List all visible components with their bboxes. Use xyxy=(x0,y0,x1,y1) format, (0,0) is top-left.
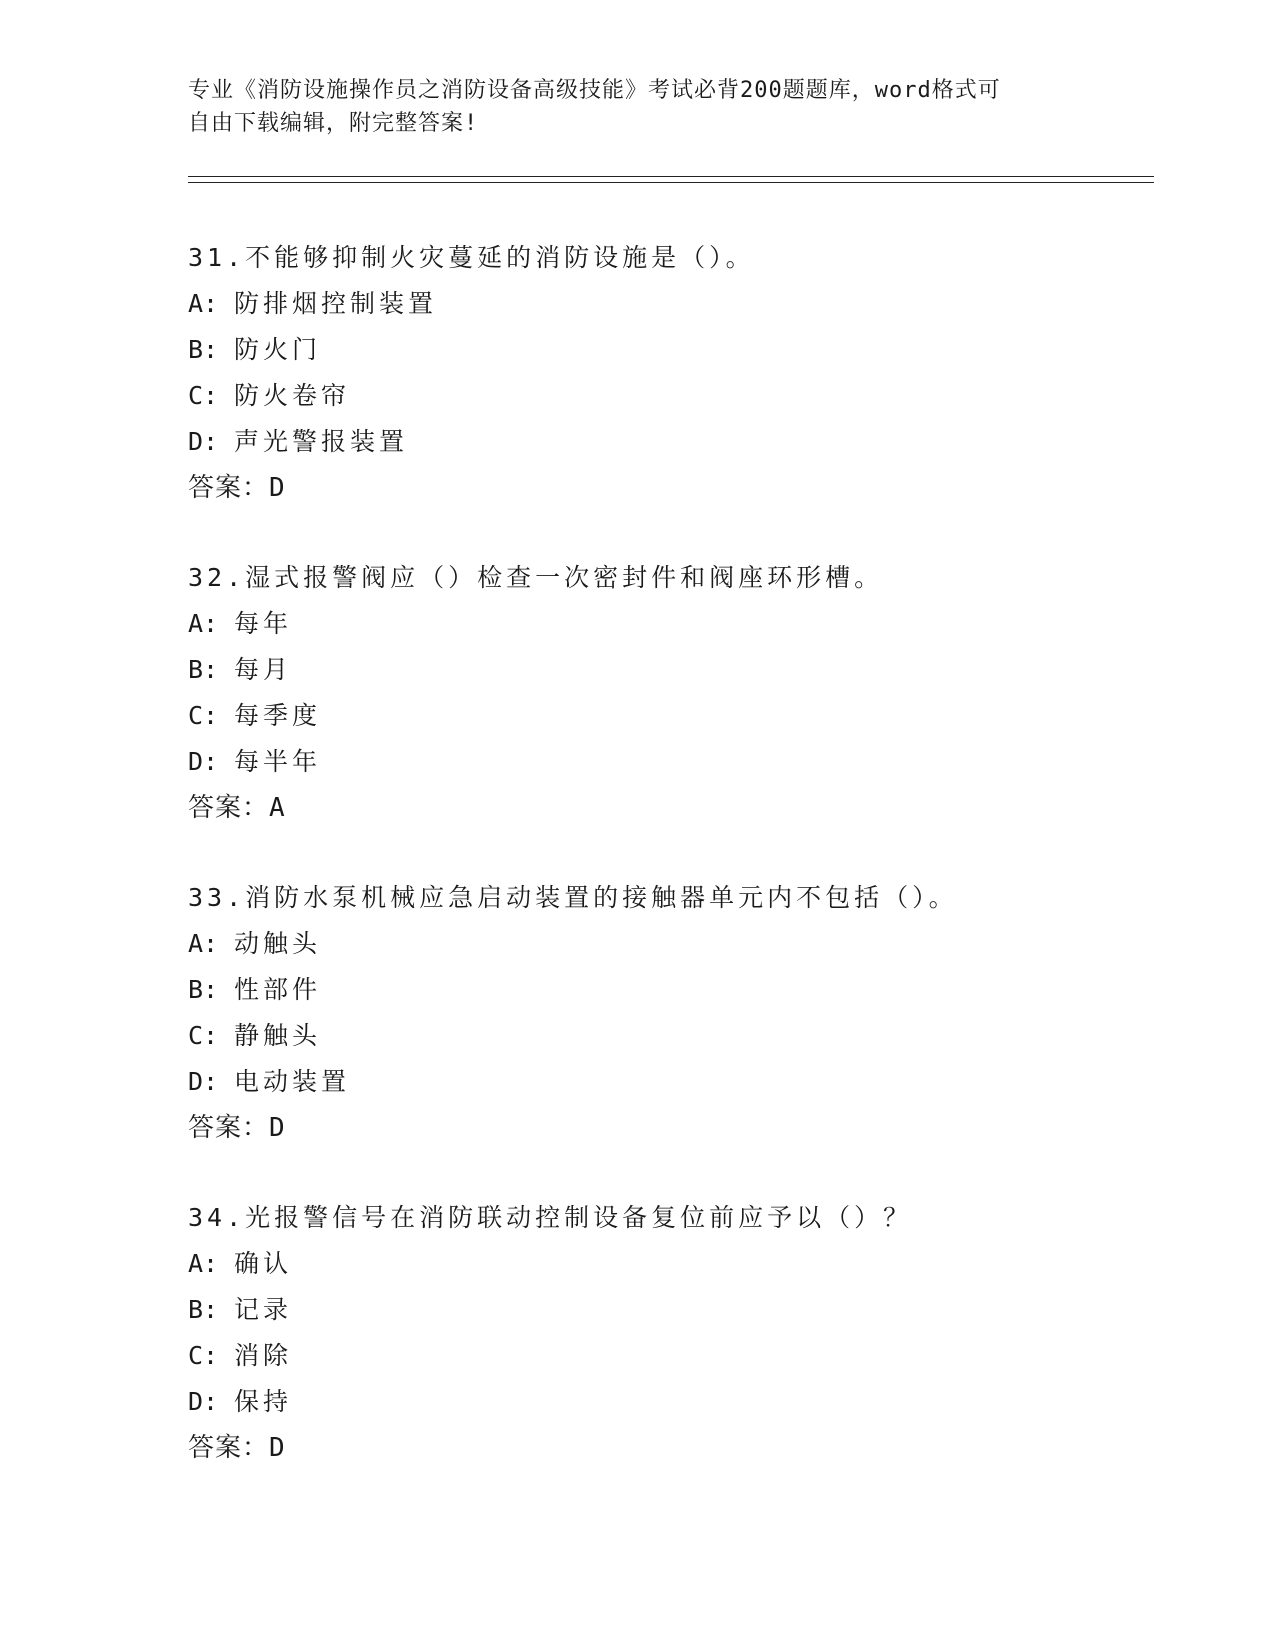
question-32 xyxy=(188,555,1148,831)
header-line-1: 专业《消防设施操作员之消防设备高级技能》考试必背200题题库，word格式可 xyxy=(188,78,1001,103)
option-text: 动触头 xyxy=(234,929,322,958)
option-letter: D: xyxy=(188,747,219,776)
option-c xyxy=(188,1013,1148,1059)
option-letter: B: xyxy=(188,335,219,364)
question-stem: 33.消防水泵机械应急启动装置的接触器单元内不包括（）。 xyxy=(188,883,958,912)
header-line-2: 自由下载编辑，附完整答案! xyxy=(188,111,479,136)
option-text: 电动装置 xyxy=(234,1067,351,1096)
option-letter: A: xyxy=(188,1249,219,1278)
answer-label: 答案：D xyxy=(188,1433,286,1463)
header-divider-top xyxy=(188,176,1154,177)
answer-label: 答案：A xyxy=(188,793,286,823)
option-text: 防火卷帘 xyxy=(234,381,351,410)
option-letter: C: xyxy=(188,1341,219,1370)
option-a xyxy=(188,1241,1148,1287)
option-letter: A: xyxy=(188,289,219,318)
option-letter: C: xyxy=(188,701,219,730)
option-text: 每半年 xyxy=(234,747,322,776)
option-a xyxy=(188,281,1148,327)
question-34 xyxy=(188,1195,1148,1471)
answer-label: 答案：D xyxy=(188,1113,286,1143)
option-c xyxy=(188,1333,1148,1379)
option-text: 消除 xyxy=(234,1341,293,1370)
option-b xyxy=(188,1287,1148,1333)
option-text: 防排烟控制装置 xyxy=(234,289,438,318)
answer-label: 答案：D xyxy=(188,473,286,503)
option-letter: A: xyxy=(188,929,219,958)
option-b xyxy=(188,647,1148,693)
option-c xyxy=(188,373,1148,419)
option-letter: B: xyxy=(188,975,219,1004)
option-text: 保持 xyxy=(234,1387,293,1416)
option-c xyxy=(188,693,1148,739)
option-a xyxy=(188,921,1148,967)
option-text: 声光警报装置 xyxy=(234,427,409,456)
document-header xyxy=(188,74,1088,140)
option-letter: C: xyxy=(188,1021,219,1050)
option-letter: C: xyxy=(188,381,219,410)
option-letter: A: xyxy=(188,609,219,638)
question-stem: 34.光报警信号在消防联动控制设备复位前应予以（）？ xyxy=(188,1203,913,1232)
option-text: 防火门 xyxy=(234,335,322,364)
option-d xyxy=(188,1379,1148,1425)
option-text: 记录 xyxy=(234,1295,293,1324)
option-a xyxy=(188,601,1148,647)
option-text: 确认 xyxy=(234,1249,293,1278)
option-text: 性部件 xyxy=(234,975,322,1004)
option-text: 静触头 xyxy=(234,1021,322,1050)
option-letter: D: xyxy=(188,1067,219,1096)
option-text: 每月 xyxy=(234,655,293,684)
option-d xyxy=(188,1059,1148,1105)
option-letter: D: xyxy=(188,427,219,456)
question-stem: 32.湿式报警阀应（）检查一次密封件和阀座环形槽。 xyxy=(188,563,884,592)
option-b xyxy=(188,967,1148,1013)
option-text: 每年 xyxy=(234,609,293,638)
option-d xyxy=(188,739,1148,785)
option-letter: B: xyxy=(188,1295,219,1324)
option-d xyxy=(188,419,1148,465)
question-33 xyxy=(188,875,1148,1151)
option-b xyxy=(188,327,1148,373)
option-letter: D: xyxy=(188,1387,219,1416)
option-letter: B: xyxy=(188,655,219,684)
question-31 xyxy=(188,235,1148,511)
question-stem: 31.不能够抑制火灾蔓延的消防设施是（）。 xyxy=(188,243,755,272)
option-text: 每季度 xyxy=(234,701,322,730)
header-divider-bottom xyxy=(188,182,1154,183)
